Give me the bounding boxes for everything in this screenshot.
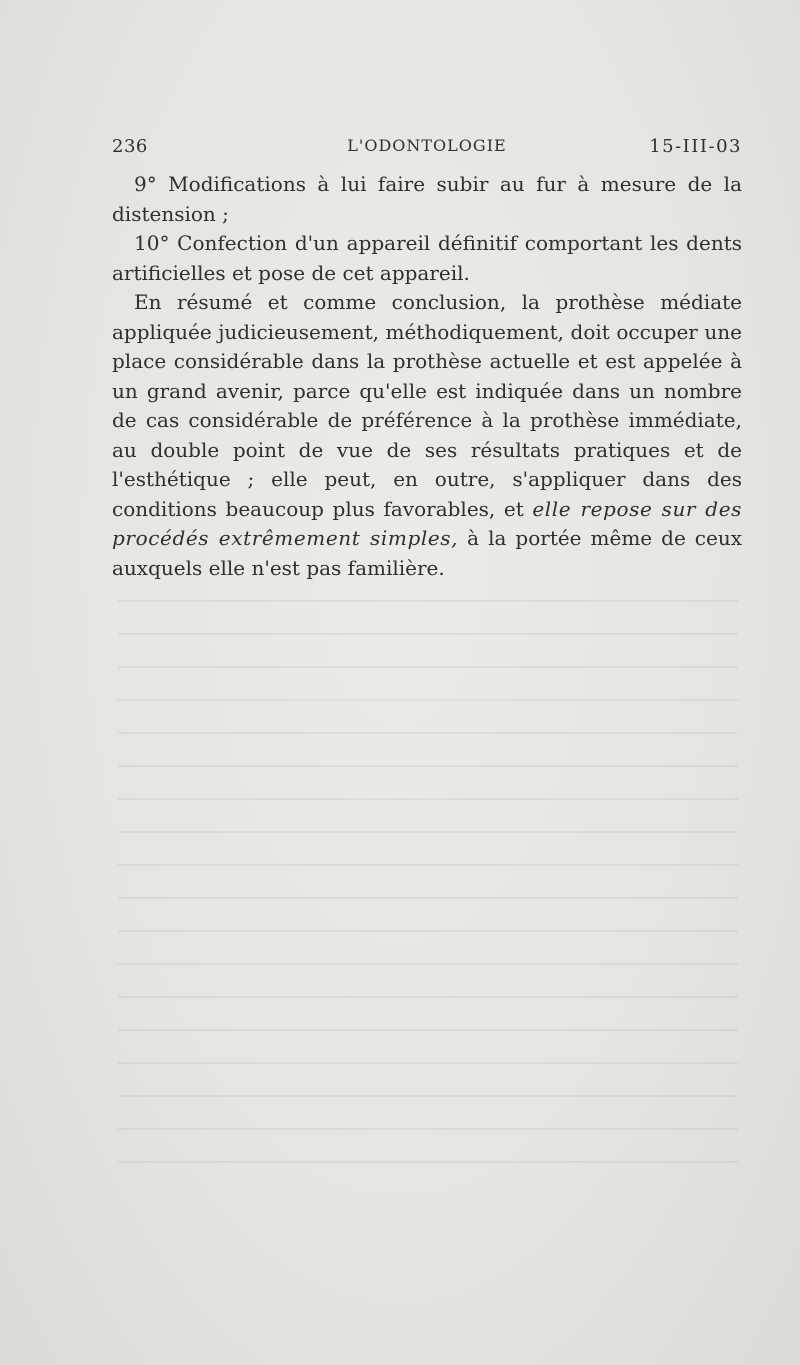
reverse-side-show-through <box>118 600 738 1220</box>
page-number: 236 <box>112 136 148 157</box>
emphasized-phrase: elle repose sur des procédés extrêmement simples, <box>112 496 743 550</box>
paragraph-item-9 <box>112 170 742 229</box>
paragraph-text: En résumé et comme conclusion, la prothèse médiate appliquée judicieusement, méthodiquement, doit occuper une place considérable dans la prothèse actuelle et est appelée à un grand avenir, parce qu'elle est indiquée dans un nombre de cas considérable de préférence à la prothèse immédiate, au double point de vue de ses résultats pratiques et de l'esthétique ; elle peut, en outre, s'appliquer dans des conditions beaucoup plus favorables, et <box>112 290 742 521</box>
issue-date: 15-III-03 <box>649 136 742 157</box>
paragraph-text-tail: à la portée même de ceux auxquels elle n'est pas familière. <box>112 526 742 580</box>
paragraph-item-10 <box>112 229 742 288</box>
running-title: L'ODONTOLOGIE <box>347 136 507 155</box>
body-text <box>112 170 742 583</box>
page-header <box>112 136 742 162</box>
paragraph-text: 10° Confection d'un appareil définitif comportant les dents artificielles et pose de cet appareil. <box>112 231 742 285</box>
paragraph-conclusion <box>112 288 742 583</box>
paragraph-text: 9° Modifications à lui faire subir au fur à mesure de la distension ; <box>112 172 742 226</box>
